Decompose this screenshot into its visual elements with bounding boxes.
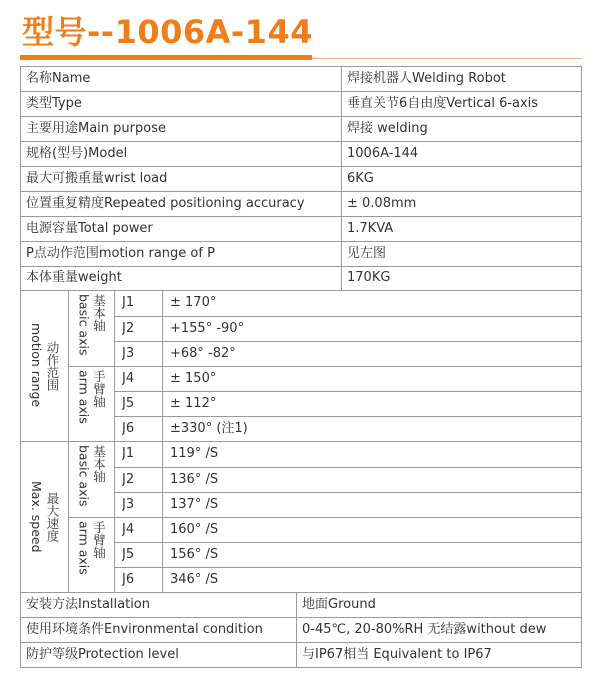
arm-axis-label-en: arm axis <box>76 521 92 575</box>
basic-axis-label-cn: 基本轴 <box>91 445 107 483</box>
arm-axis-label <box>69 370 113 437</box>
joint-label: J6 <box>122 421 135 436</box>
joint-value: ± 170° <box>170 295 217 310</box>
max-speed-label <box>22 449 66 584</box>
spec-label: 本体重量weight <box>26 270 122 285</box>
basic-axis-label-en: basic axis <box>76 294 92 356</box>
spec-value: 与IP67相当 Equivalent to IP67 <box>302 647 492 662</box>
joint-value: 137° /S <box>170 497 219 512</box>
spec-label: 安装方法Installation <box>26 597 151 612</box>
max-speed-label-cn: 最大速度 <box>45 491 60 542</box>
max-speed-label-en: Max. speed <box>29 480 44 553</box>
joint-label: J4 <box>122 371 135 386</box>
grid-line-h <box>20 241 582 242</box>
motion-range-label-cn: 动作范围 <box>45 340 60 391</box>
grid-line-h <box>20 642 582 643</box>
basic-axis-label-cn: 基本轴 <box>91 294 107 332</box>
motion-range-label <box>22 298 66 433</box>
grid-line-h <box>20 290 582 291</box>
grid-line-h <box>114 542 582 543</box>
spec-value: 170KG <box>347 270 391 285</box>
arm-axis-label-en: arm axis <box>76 370 92 424</box>
title-accent-bar <box>20 55 312 60</box>
joint-label: J1 <box>122 446 135 461</box>
grid-line-h <box>114 341 582 342</box>
grid-line-h <box>20 66 582 67</box>
grid-line-h <box>114 567 582 568</box>
joint-label: J1 <box>122 295 135 310</box>
grid-line-h <box>114 416 582 417</box>
table-border-right <box>581 66 582 668</box>
spec-label: 规格(型号)Model <box>26 146 128 161</box>
grid-line-v <box>114 441 115 593</box>
spec-value: ± 0.08mm <box>347 196 417 211</box>
joint-label: J4 <box>122 522 135 537</box>
arm-axis-label <box>69 521 113 588</box>
grid-line-h <box>20 141 582 142</box>
grid-line-h <box>114 316 582 317</box>
grid-line-h <box>68 517 582 518</box>
grid-line-h <box>114 492 582 493</box>
spec-label: P点动作范围motion range of P <box>26 246 215 261</box>
motion-range-label-en: motion range <box>29 323 44 408</box>
spec-value: 地面Ground <box>302 597 376 612</box>
joint-label: J5 <box>122 396 135 411</box>
spec-label: 位置重复精度Repeated positioning accuracy <box>26 196 305 211</box>
joint-value: ±330° (注1) <box>170 421 248 436</box>
grid-line-h <box>20 441 582 442</box>
grid-line-h <box>20 116 582 117</box>
spec-value: 6KG <box>347 171 374 186</box>
joint-value: 156° /S <box>170 547 219 562</box>
spec-value: 1.7KVA <box>347 221 394 236</box>
basic-axis-label <box>69 294 113 362</box>
spec-label: 电源容量Total power <box>26 221 153 236</box>
grid-line-v <box>114 290 115 442</box>
joint-label: J3 <box>122 346 135 361</box>
spec-label: 使用环境条件Environmental condition <box>26 622 263 637</box>
column-divider <box>296 592 297 668</box>
spec-value: 垂直关节6自由度Vertical 6-axis <box>347 96 539 111</box>
grid-line-h <box>20 216 582 217</box>
joint-value: 136° /S <box>170 472 219 487</box>
spec-label: 最大可搬重量wrist load <box>26 171 168 186</box>
column-divider <box>341 66 342 291</box>
joint-label: J2 <box>122 472 135 487</box>
joint-label: J5 <box>122 547 135 562</box>
spec-value: 1006A-144 <box>347 146 419 161</box>
joint-label: J3 <box>122 497 135 512</box>
grid-line-h <box>20 91 582 92</box>
spec-value: 焊接机器人Welding Robot <box>347 71 506 86</box>
grid-line-h <box>68 366 582 367</box>
joint-label: J2 <box>122 321 135 336</box>
basic-axis-label-en: basic axis <box>76 445 92 507</box>
joint-value: 119° /S <box>170 446 219 461</box>
grid-line-h <box>20 191 582 192</box>
spec-value: 见左图 <box>347 246 387 261</box>
joint-value: ± 150° <box>170 371 217 386</box>
spec-label: 名称Name <box>26 71 91 86</box>
grid-line-h <box>20 166 582 167</box>
grid-line-h <box>20 266 582 267</box>
joint-value: +155° -90° <box>170 321 245 336</box>
spec-label: 主要用途Main purpose <box>26 121 166 136</box>
grid-line-h <box>20 667 582 668</box>
joint-value: ± 112° <box>170 396 217 411</box>
grid-line-v <box>162 441 163 593</box>
joint-value: +68° -82° <box>170 346 236 361</box>
spec-value: 0-45℃, 20-80%RH 无结露without dew <box>302 622 547 637</box>
joint-label: J6 <box>122 572 135 587</box>
joint-value: 346° /S <box>170 572 219 587</box>
joint-value: 160° /S <box>170 522 219 537</box>
spec-label: 类型Type <box>26 96 82 111</box>
grid-line-h <box>20 592 582 593</box>
grid-line-h <box>114 467 582 468</box>
spec-value: 焊接 welding <box>347 121 428 136</box>
arm-axis-label-cn: 手臂轴 <box>91 370 107 408</box>
arm-axis-label-cn: 手臂轴 <box>91 521 107 559</box>
spec-label: 防护等级Protection level <box>26 647 179 662</box>
grid-line-v <box>162 290 163 442</box>
basic-axis-label <box>69 445 113 513</box>
grid-line-h <box>114 391 582 392</box>
grid-line-h <box>20 617 582 618</box>
page-title: 型号--1006A-144 <box>22 13 313 51</box>
table-border-left <box>20 66 21 668</box>
